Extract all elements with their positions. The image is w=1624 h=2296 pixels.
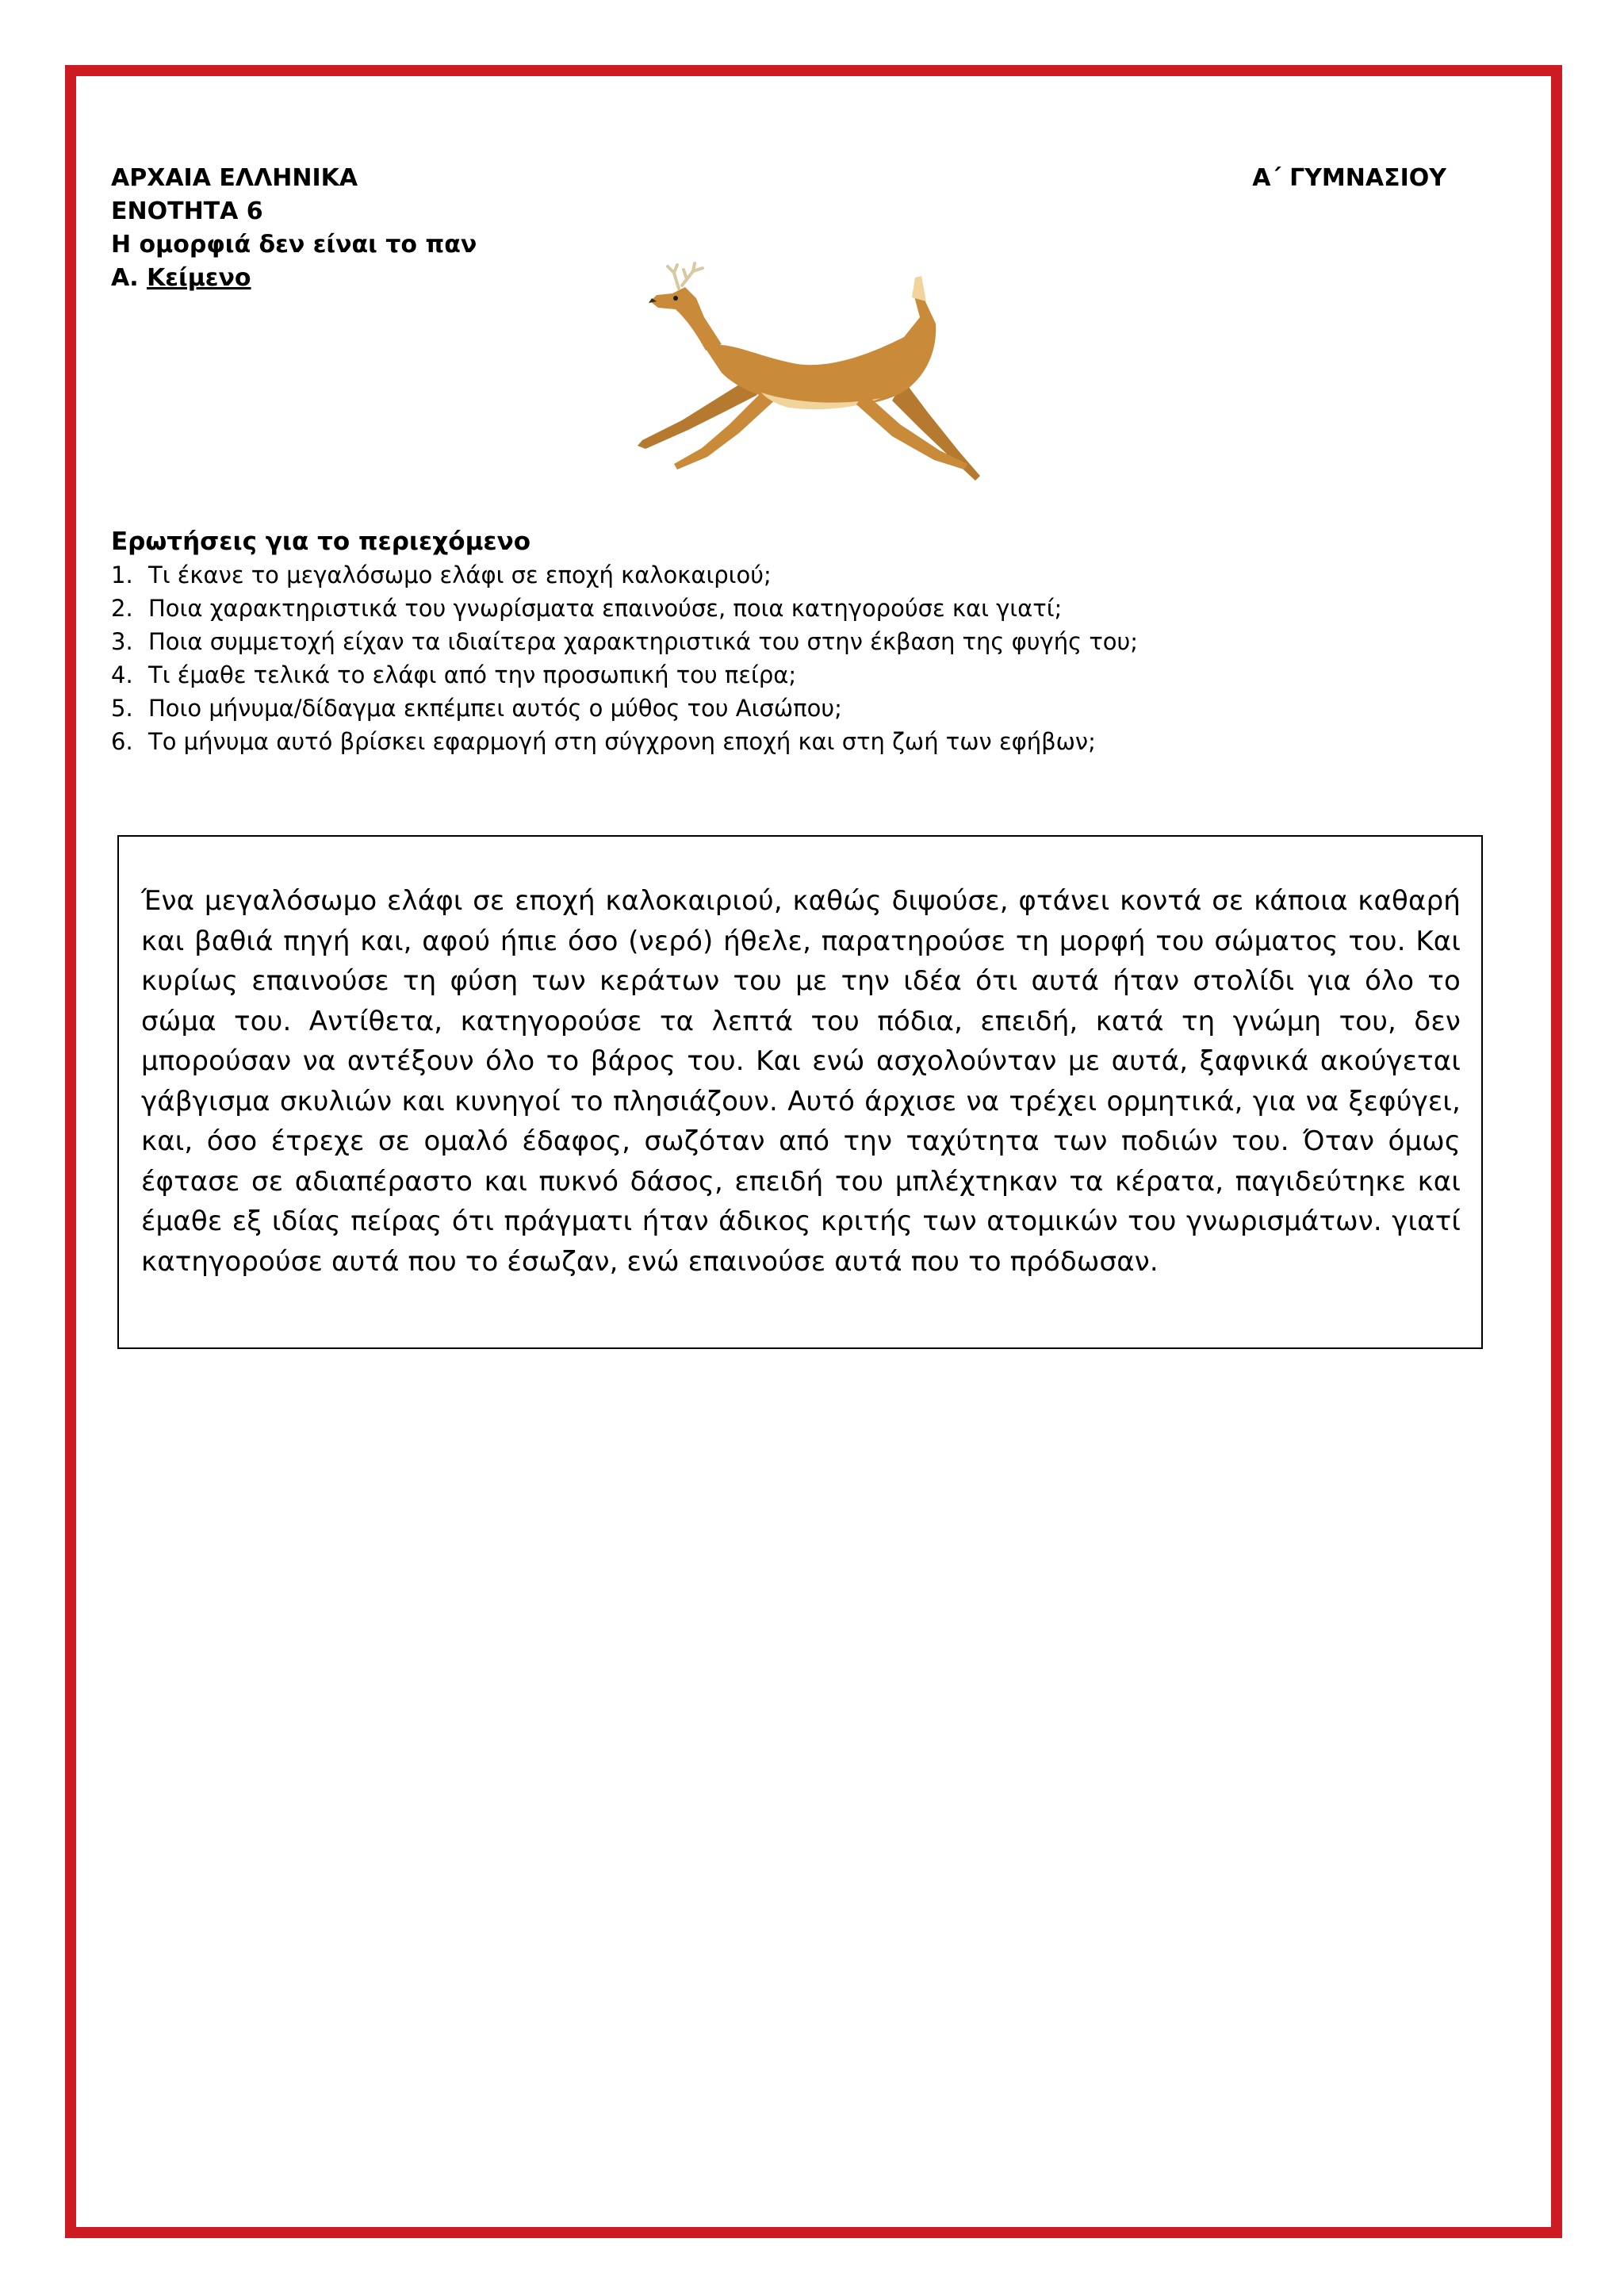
question-number: 1.	[111, 562, 133, 588]
question-text: Ποιο μήνυμα/δίδαγμα εκπέμπει αυτός ο μύθος του Αισώπου;	[148, 695, 842, 722]
passage-text: Ένα μεγαλόσωμο ελάφι σε εποχή καλοκαιριού, καθώς διψούσε, φτάνει κοντά σε κάποια καθαρή και βαθιά πηγή και, αφού ήπιε όσο (νερό) ήθελε, παρατηρούσε τη μορφή του σώματος του. Και κυρίως επαινούσε τη φύση των κεράτων του με την ιδέα ότι αυτά ήταν στολίδι για όλο το σώμα του. Αντίθετα, κατηγορούσε τα λεπτά του πόδια, επειδή, κατά τη γνώμη του, δεν μπορούσαν να αντέξουν όλο το βάρος του. Και ενώ ασχολούνταν με αυτά, ξαφνικά ακούγεται γάβγισμα σκυλιών και κυνηγοί το πλησιάζουν. Αυτό άρχισε να τρέχει ορμητικά, για να ξεφύγει, και, όσο έτρεχε σε ομαλό έδαφος, σωζόταν από την ταχύτητα των ποδιών του. Όταν όμως έφτασε σε αδιαπέραστο και πυκνό δάσος, επειδή του μπλέχτηκαν τα κέρατα, παγιδεύτηκε και έμαθε εξ ιδίας πείρας ότι πράγματι ήταν άδικος κριτής των ατομικών του γνωρισμάτων. γιατί κατηγορούσε αυτά που το έσωζαν, ενώ επαινούσε αυτά που το πρόδωσαν.	[141, 885, 1461, 1278]
document-header	[111, 162, 477, 295]
question-number: 2.	[111, 595, 133, 622]
question-item	[111, 692, 1138, 725]
section-prefix: Α.	[111, 264, 147, 292]
question-item	[111, 658, 1138, 692]
question-number: 6.	[111, 728, 133, 755]
questions-section	[111, 525, 1138, 758]
grade-label: Α΄ ΓΥΜΝΑΣΙΟΥ	[1252, 164, 1446, 192]
question-number: 5.	[111, 695, 133, 722]
question-text: Ποια συμμετοχή είχαν τα ιδιαίτερα χαρακτηριστικά του στην έκβαση της φυγής του;	[148, 628, 1139, 655]
deer-illustration	[626, 262, 983, 484]
section-heading	[111, 262, 477, 295]
subject-title: ΑΡΧΑΙΑ ΕΛΛΗΝΙΚΑ	[111, 164, 358, 192]
section-label: Κείμενο	[147, 264, 251, 292]
question-text: Τι έκανε το μεγαλόσωμο ελάφι σε εποχή καλοκαιριού;	[148, 562, 772, 588]
question-item	[111, 625, 1138, 658]
question-text: Το μήνυμα αυτό βρίσκει εφαρμογή στη σύγχρονη εποχή και στη ζωή των εφήβων;	[148, 728, 1096, 755]
question-item	[111, 592, 1138, 625]
question-number: 3.	[111, 628, 133, 655]
lesson-title: Η ομορφιά δεν είναι το παν	[111, 231, 477, 259]
questions-title: Ερωτήσεις για το περιεχόμενο	[111, 527, 531, 556]
passage-box	[117, 835, 1483, 1349]
question-text: Ποια χαρακτηριστικά του γνωρίσματα επαινούσε, ποια κατηγορούσε και γιατί;	[148, 595, 1063, 622]
question-text: Τι έμαθε τελικά το ελάφι από την προσωπική του πείρα;	[148, 661, 797, 688]
question-item	[111, 725, 1138, 758]
unit-title: ΕΝΟΤΗΤΑ 6	[111, 197, 263, 225]
question-item	[111, 558, 1138, 592]
question-number: 4.	[111, 661, 133, 688]
questions-list	[111, 558, 1138, 758]
